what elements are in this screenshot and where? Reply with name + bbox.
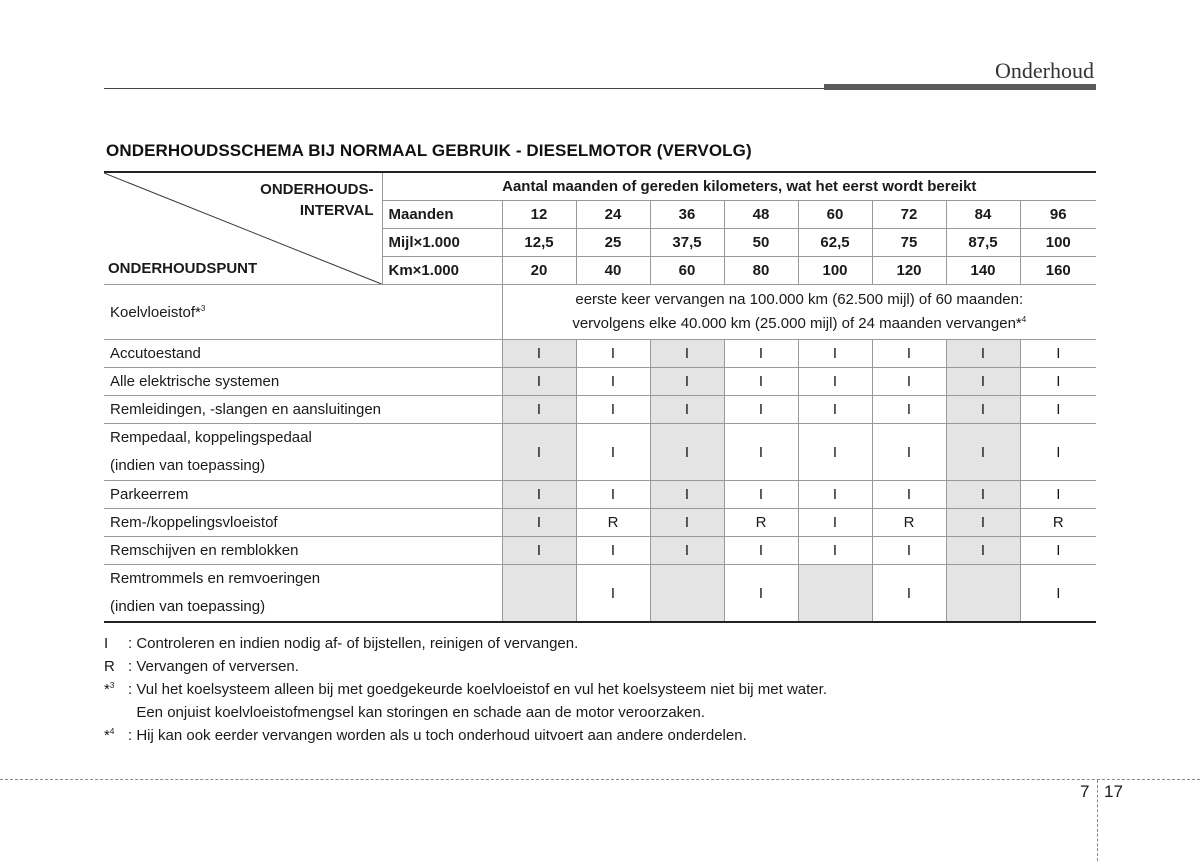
schedule-cell: R [1020,509,1096,537]
chapter-number: 7 [1080,782,1090,801]
table-row [104,565,1096,623]
schedule-cell: I [872,340,946,368]
schedule-cell: I [576,424,650,481]
schedule-cell: R [724,509,798,537]
interval-value: 72 [872,201,946,229]
interval-header-cell [104,172,382,285]
schedule-cell: I [946,396,1020,424]
schedule-cell: I [946,537,1020,565]
footer-dashed-line [0,779,1200,780]
interval-value: 160 [1020,257,1096,285]
schedule-cell [946,565,1020,623]
interval-value: 12,5 [502,229,576,257]
interval-value: 75 [872,229,946,257]
schedule-cell: I [576,340,650,368]
schedule-cell: I [724,537,798,565]
schedule-cell: I [872,424,946,481]
interval-value: 48 [724,201,798,229]
header-row-span [104,172,1096,201]
schedule-cell: I [502,368,576,396]
coolant-row [104,285,1096,340]
schedule-cell: I [502,509,576,537]
schedule-cell: I [576,537,650,565]
coolant-item: Koelvloeistof*$^3$ [104,285,502,340]
schedule-cell: I [798,424,872,481]
table-row [104,368,1096,396]
schedule-cell [650,565,724,623]
legend-item: *$^3$ : Vul het koelsysteem alleen bij met goedgekeurde koelvloeistof en vul het koelsysteem niet bij met water. [104,681,827,698]
interval-label: ONDERHOUDS- INTERVAL [260,181,374,219]
interval-value: 40 [576,257,650,285]
page-number: 17 [1104,782,1123,801]
interval-value: 140 [946,257,1020,285]
schedule-cell: I [650,340,724,368]
schedule-cell: I [946,509,1020,537]
schedule-cell: I [576,481,650,509]
row-item-label: Alle elektrische systemen [104,368,502,396]
interval-value: 36 [650,201,724,229]
interval-value: 96 [1020,201,1096,229]
table-row [104,424,1096,481]
footer-dashed-divider [1097,780,1098,861]
point-label: ONDERHOUDSPUNT [108,260,258,277]
schedule-cell: I [798,340,872,368]
schedule-cell: I [798,481,872,509]
table-row [104,481,1096,509]
section-title: Onderhoud [995,58,1094,83]
months-label: Maanden [382,201,502,229]
schedule-cell: I [724,396,798,424]
interval-value: 100 [1020,229,1096,257]
row-item-label: Remleidingen, -slangen en aansluitingen [104,396,502,424]
schedule-cell: I [1020,565,1096,623]
span-header: Aantal maanden of gereden kilometers, wat het eerst wordt bereikt [382,172,1096,201]
schedule-cell: I [946,340,1020,368]
schedule-cell: I [502,537,576,565]
schedule-cell: I [724,481,798,509]
schedule-cell: I [798,368,872,396]
interval-value: 120 [872,257,946,285]
interval-value: 60 [798,201,872,229]
schedule-cell [502,565,576,623]
legend [104,632,827,747]
header-bar [824,84,1096,90]
schedule-cell: I [946,368,1020,396]
interval-value: 50 [724,229,798,257]
table-title: ONDERHOUDSSCHEMA BIJ NORMAAL GEBRUIK - DIESELMOTOR (VERVOLG) [106,141,752,160]
schedule-cell: I [872,565,946,623]
legend-item: I : Controleren en indien nodig af- of bijstellen, reinigen of vervangen. [104,635,579,652]
row-item-label: Remschijven en remblokken [104,537,502,565]
interval-value: 24 [576,201,650,229]
schedule-cell: I [650,396,724,424]
schedule-cell: I [650,537,724,565]
schedule-cell: I [1020,340,1096,368]
schedule-cell: I [1020,537,1096,565]
schedule-cell: R [576,509,650,537]
interval-value: 62,5 [798,229,872,257]
schedule-cell: I [798,537,872,565]
row-item-label: Rem-/koppelingsvloeistof [104,509,502,537]
schedule-cell: I [502,340,576,368]
schedule-cell: I [502,424,576,481]
interval-value: 100 [798,257,872,285]
schedule-cell: I [872,537,946,565]
schedule-cell: I [724,424,798,481]
km-label: Km×1.000 [382,257,502,285]
schedule-cell: I [502,481,576,509]
legend-item: Een onjuist koelvloeistofmengsel kan storingen en schade aan de motor veroorzaken. [128,704,706,721]
table-row [104,396,1096,424]
table-row [104,537,1096,565]
schedule-cell: I [872,368,946,396]
interval-value: 20 [502,257,576,285]
table-row [104,340,1096,368]
miles-label: Mijl×1.000 [382,229,502,257]
schedule-cell: I [872,396,946,424]
schedule-cell: I [724,565,798,623]
schedule-cell: I [1020,424,1096,481]
schedule-cell: I [798,396,872,424]
interval-value: 60 [650,257,724,285]
schedule-cell [798,565,872,623]
row-item-label: Remtrommels en remvoeringen (indien van toepassing) [104,565,502,623]
schedule-cell: I [576,565,650,623]
schedule-cell: R [872,509,946,537]
schedule-cell: I [576,396,650,424]
schedule-cell: I [872,481,946,509]
schedule-cell: I [1020,368,1096,396]
schedule-cell: I [650,509,724,537]
schedule-cell: I [650,424,724,481]
legend-item: *$^4$ : Hij kan ook eerder vervangen worden als u toch onderhoud uitvoert aan andere onderdelen. [104,727,747,744]
schedule-cell: I [650,368,724,396]
coolant-note: eerste keer vervangen na 100.000 km (62.500 mijl) of 60 maanden: vervolgens elke 40.000 km (25.000 mijl) of 24 maanden vervangen*$^4$ [502,285,1096,340]
row-item-label: Parkeerrem [104,481,502,509]
schedule-cell: I [650,481,724,509]
interval-value: 37,5 [650,229,724,257]
schedule-cell: I [946,424,1020,481]
schedule-cell: I [1020,396,1096,424]
row-item-label: Accutoestand [104,340,502,368]
schedule-cell: I [502,396,576,424]
table-row [104,509,1096,537]
legend-item: R : Vervangen of verversen. [104,658,299,675]
interval-value: 87,5 [946,229,1020,257]
interval-value: 84 [946,201,1020,229]
schedule-cell: I [576,368,650,396]
schedule-cell: I [724,368,798,396]
schedule-cell: I [1020,481,1096,509]
interval-value: 12 [502,201,576,229]
interval-value: 80 [724,257,798,285]
row-item-label: Rempedaal, koppelingspedaal (indien van toepassing) [104,424,502,481]
maintenance-schedule-table [104,171,1096,623]
schedule-cell: I [946,481,1020,509]
schedule-cell: I [798,509,872,537]
schedule-cell: I [724,340,798,368]
interval-value: 25 [576,229,650,257]
